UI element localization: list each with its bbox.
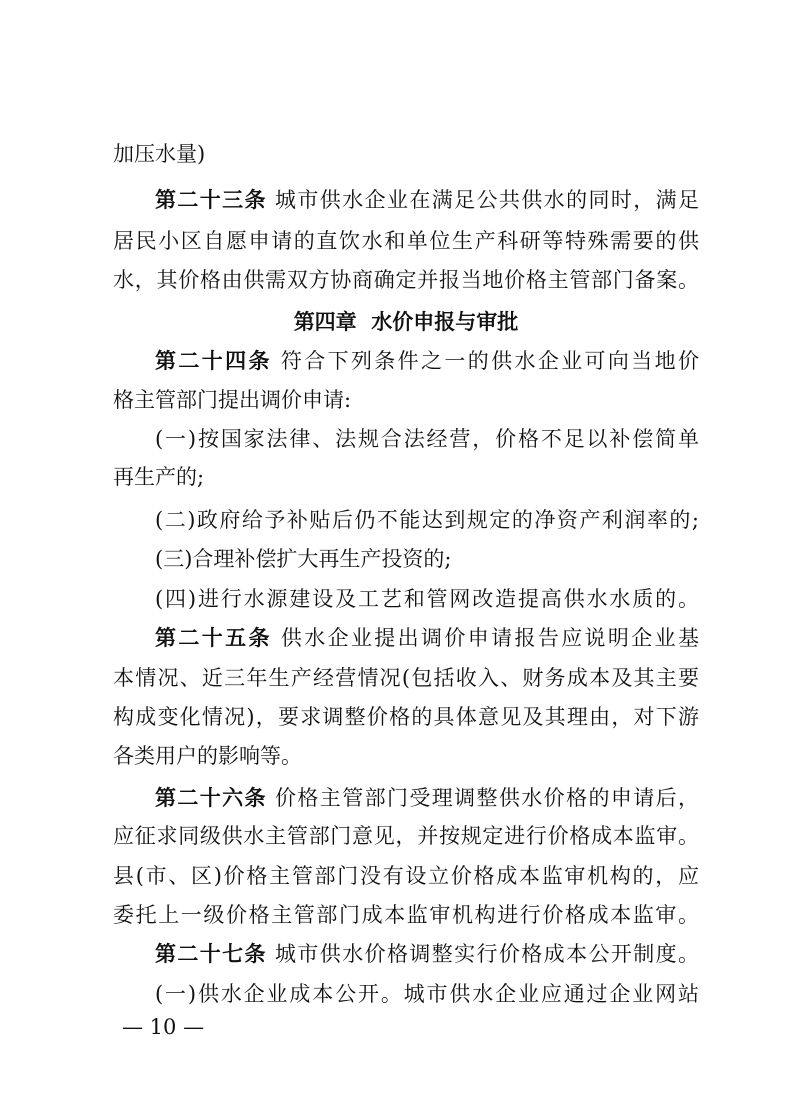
article-number: 第二十四条: [155, 349, 272, 373]
list-item-line: (二)政府给予补贴后仍不能达到规定的净资产利润率的;: [155, 508, 699, 532]
article-number: 第二十六条: [155, 786, 267, 810]
article-27-line: [155, 940, 699, 968]
article-text: 符合下列条件之一的供水企业可向当地价: [280, 349, 700, 373]
text-line: 构成变化情况)，要求调整价格的具体意见及其理由，对下游: [113, 705, 699, 729]
text-line: 再生产的;: [113, 465, 205, 489]
text-line: 应征求同级供水主管部门意见，并按规定进行价格成本监审。: [113, 824, 699, 848]
text-line: 县(市、区)价格主管部门没有设立价格成本监审机构的，应: [113, 864, 699, 888]
text-line: 居民小区自愿申请的直饮水和单位生产科研等特殊需要的供: [113, 229, 699, 253]
text-line: 本情况、近三年生产经营情况(包括收入、财务成本及其主要: [113, 666, 699, 690]
text-line: 格主管部门提出调价申请:: [113, 388, 352, 412]
page-number: — 10 —: [122, 1015, 205, 1039]
article-number: 第二十五条: [155, 626, 272, 650]
article-number: 第二十三条: [155, 188, 267, 212]
text-line: 各类用户的影响等。: [113, 744, 302, 768]
article-text: 城市供水价格调整实行价格成本公开制度。: [275, 942, 700, 966]
chapter-heading: 第四章 水价申报与审批: [293, 310, 519, 334]
text-line: 委托上一级价格主管部门成本监审机构进行价格成本监审。: [113, 903, 699, 927]
list-item-line: (一)按国家法律、法规合法经营，价格不足以补偿简单: [155, 427, 699, 451]
article-25-line: [155, 624, 699, 652]
article-23-line: [155, 186, 699, 214]
article-text: 供水企业提出调价申请报告应说明企业基: [280, 626, 700, 650]
list-item-line: (三)合理补偿扩大再生产投资的;: [155, 547, 452, 571]
article-24-line: [155, 347, 699, 375]
list-item-line: (一)供水企业成本公开。城市供水企业应通过企业网站: [155, 982, 699, 1006]
article-number: 第二十七条: [155, 942, 267, 966]
text-line: 水，其价格由供需双方协商确定并报当地价格主管部门备案。: [113, 268, 699, 292]
article-text: 城市供水企业在满足公共供水的同时，满足: [275, 188, 700, 212]
text-line: 加压水量): [113, 142, 206, 166]
article-26-line: [155, 784, 699, 812]
article-text: 价格主管部门受理调整供水价格的申请后，: [275, 786, 700, 810]
list-item-line: (四)进行水源建设及工艺和管网改造提高供水水质的。: [155, 587, 699, 611]
